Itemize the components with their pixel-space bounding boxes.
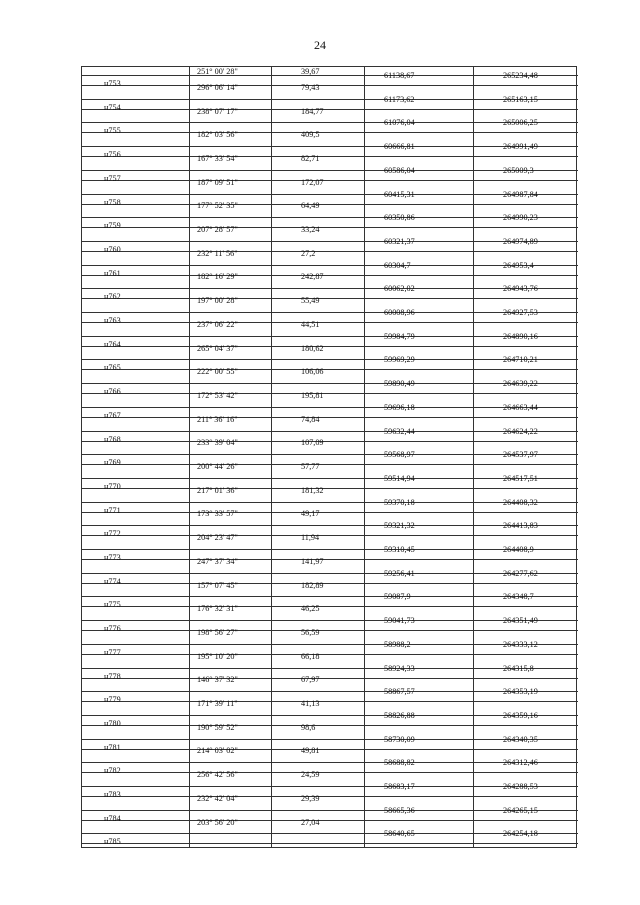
point-name: н770 [104,482,121,491]
row-divider [82,725,578,726]
length-cell: 49,81 [301,746,320,755]
point-name: н783 [104,790,121,799]
row-divider [82,251,578,252]
x-coordinate: 61138,67 [384,71,415,80]
length-cell: 184,77 [301,107,324,116]
angle-cell: 171° 39' 11" [197,699,238,708]
point-name: н779 [104,695,121,704]
length-cell: 64,49 [301,201,320,210]
angle-cell: 207° 28' 57" [197,225,238,234]
y-coordinate: 264974,89 [503,237,538,246]
point-name: н760 [104,245,121,254]
x-coordinate: 58826,88 [384,711,415,720]
y-coordinate: 265163,15 [503,95,538,104]
point-name: н765 [104,363,121,372]
x-coordinate: 58688,82 [384,758,415,767]
y-coordinate: 264408,9 [503,545,534,554]
x-coordinate: 59969,29 [384,355,415,364]
angle-cell: 197° 00' 28" [197,296,238,305]
angle-cell: 157° 07' 45" [197,581,238,590]
angle-cell: 182° 16' 29" [197,272,238,281]
row-divider [82,583,578,584]
point-name: н776 [104,624,121,633]
angle-cell: 195° 10' 20" [197,652,238,661]
angle-cell: 233° 39' 04" [197,438,238,447]
row-divider [82,464,578,465]
row-divider [82,820,578,821]
angle-cell: 247° 37' 34" [197,557,238,566]
y-coordinate: 264359,16 [503,711,538,720]
row-divider [82,393,578,394]
x-coordinate: 60304,7 [384,261,411,270]
row-divider [82,275,578,276]
row-divider [82,132,578,133]
angle-cell: 222° 00' 55" [197,367,238,376]
x-coordinate: 59514,94 [384,474,415,483]
y-coordinate: 264353,19 [503,687,538,696]
row-divider [82,85,578,86]
point-name: н759 [104,221,121,230]
point-name: н755 [104,126,121,135]
angle-cell: 237° 06' 22" [197,320,238,329]
y-coordinate: 264277,62 [503,569,538,578]
y-coordinate: 265009,3 [503,166,534,175]
column-divider [271,67,272,847]
y-coordinate: 264987,84 [503,190,538,199]
angle-cell: 232° 11' 56" [197,249,238,258]
y-coordinate: 264639,22 [503,379,538,388]
point-name: н784 [104,814,121,823]
angle-cell: 200° 44' 26" [197,462,238,471]
length-cell: 180,62 [301,344,324,353]
row-divider [82,559,578,560]
angle-cell: 217° 01' 36" [197,486,238,495]
row-divider [82,369,578,370]
point-name: н785 [104,837,121,846]
angle-cell: 232° 42' 04" [197,794,238,803]
x-coordinate: 60008,96 [384,308,415,317]
x-coordinate: 59568,97 [384,450,415,459]
x-coordinate: 59984,79 [384,332,415,341]
row-divider [82,535,578,536]
row-divider [82,701,578,702]
column-divider [364,67,365,847]
length-cell: 195,81 [301,391,324,400]
angle-cell: 177° 52' 35" [197,201,238,210]
x-coordinate: 60415,31 [384,190,415,199]
angle-cell: 296° 06' 14" [197,83,238,92]
length-cell: 55,49 [301,296,320,305]
row-divider [82,512,578,513]
point-name: н774 [104,577,121,586]
y-coordinate: 264288,53 [503,782,538,791]
length-cell: 41,13 [301,699,320,708]
point-name: н758 [104,198,121,207]
point-name: н761 [104,269,121,278]
x-coordinate: 58867,57 [384,687,415,696]
y-coordinate: 264517,51 [503,474,538,483]
length-cell: 107,09 [301,438,324,447]
x-coordinate: 59632,44 [384,427,415,436]
angle-cell: 190° 59' 52" [197,723,238,732]
y-coordinate: 265006,25 [503,118,538,127]
length-cell: 79,43 [301,83,320,92]
x-coordinate: 60586,04 [384,166,415,175]
y-coordinate: 264312,46 [503,758,538,767]
angle-cell: 256° 42' 56" [197,770,238,779]
length-cell: 242,87 [301,272,324,281]
x-coordinate: 59370,18 [384,498,415,507]
angle-cell: 203° 56' 20" [197,818,238,827]
y-coordinate: 264991,49 [503,142,538,151]
row-divider [82,441,578,442]
y-coordinate: 264890,16 [503,332,538,341]
length-cell: 74,84 [301,415,320,424]
length-cell: 172,07 [301,178,324,187]
row-divider [82,488,578,489]
x-coordinate: 58988,2 [384,640,411,649]
length-cell: 46,25 [301,604,320,613]
x-coordinate: 59310,45 [384,545,415,554]
x-coordinate: 58665,36 [384,806,415,815]
x-coordinate: 58924,33 [384,664,415,673]
length-cell: 29,39 [301,794,320,803]
angle-cell: 198° 56' 27" [197,628,238,637]
x-coordinate: 60666,81 [384,142,415,151]
x-coordinate: 61173,62 [384,95,415,104]
row-divider [82,322,578,323]
point-name: н777 [104,648,121,657]
y-coordinate: 264943,76 [503,284,538,293]
y-coordinate: 264624,22 [503,427,538,436]
row-divider [82,346,578,347]
y-coordinate: 264413,83 [503,521,538,530]
column-divider [189,67,190,847]
point-name: н753 [104,79,121,88]
angle-cell: 146° 37' 32" [197,675,238,684]
length-cell: 49,17 [301,509,320,518]
point-name: н762 [104,292,121,301]
point-name: н756 [104,150,121,159]
x-coordinate: 58640,65 [384,829,415,838]
angle-cell: 214° 03' 02" [197,746,238,755]
angle-cell: 211° 36' 16" [197,415,238,424]
point-name: н768 [104,435,121,444]
row-divider [82,654,578,655]
row-divider [82,109,578,110]
point-name: н772 [104,529,121,538]
x-coordinate: 61076,04 [384,118,415,127]
point-name: н757 [104,174,121,183]
length-cell: 106,06 [301,367,324,376]
angle-cell: 173° 33' 57" [197,509,238,518]
y-coordinate: 264710,21 [503,355,538,364]
row-divider [82,606,578,607]
x-coordinate: 59696,18 [384,403,415,412]
x-coordinate: 59256,41 [384,569,415,578]
length-cell: 409,5 [301,130,320,139]
angle-cell: 265° 04' 37" [197,344,238,353]
length-cell: 56,59 [301,628,320,637]
x-coordinate: 59890,49 [384,379,415,388]
x-coordinate: 60062,02 [384,284,415,293]
y-coordinate: 264953,4 [503,261,534,270]
y-coordinate: 264537,97 [503,450,538,459]
point-name: н764 [104,340,121,349]
length-cell: 24,59 [301,770,320,779]
row-divider [82,298,578,299]
length-cell: 57,77 [301,462,320,471]
y-coordinate: 264265,15 [503,806,538,815]
point-name: н773 [104,553,121,562]
point-name: н781 [104,743,121,752]
y-coordinate: 264990,23 [503,213,538,222]
angle-cell: 251° 00' 28" [197,67,238,76]
y-coordinate: 264254,18 [503,829,538,838]
y-coordinate: 264408,32 [503,498,538,507]
length-cell: 66,18 [301,652,320,661]
point-name: н766 [104,387,121,396]
length-cell: 39,67 [301,67,320,76]
coordinates-table [81,66,577,848]
row-divider [82,417,578,418]
angle-cell: 238° 07' 17" [197,107,238,116]
y-coordinate: 265234,48 [503,71,538,80]
point-name: н782 [104,766,121,775]
length-cell: 33,24 [301,225,320,234]
x-coordinate: 59041,73 [384,616,415,625]
row-divider [82,772,578,773]
length-cell: 141,97 [301,557,324,566]
point-name: н769 [104,458,121,467]
point-name: н775 [104,600,121,609]
row-divider [82,678,578,679]
y-coordinate: 264315,8 [503,664,534,673]
length-cell: 27,04 [301,818,320,827]
y-coordinate: 264340,35 [503,735,538,744]
length-cell: 67,97 [301,675,320,684]
point-name: н780 [104,719,121,728]
length-cell: 98,6 [301,723,316,732]
row-divider [82,227,578,228]
point-name: н754 [104,103,121,112]
angle-cell: 187° 09' 51" [197,178,238,187]
column-divider [473,67,474,847]
row-divider [82,843,578,844]
row-divider [82,204,578,205]
x-coordinate: 60321,37 [384,237,415,246]
length-cell: 181,32 [301,486,324,495]
length-cell: 82,71 [301,154,320,163]
angle-cell: 182° 03' 56" [197,130,238,139]
length-cell: 44,51 [301,320,320,329]
y-coordinate: 264927,53 [503,308,538,317]
x-coordinate: 58730,09 [384,735,415,744]
y-coordinate: 264663,44 [503,403,538,412]
x-coordinate: 59087,9 [384,592,411,601]
length-cell: 27,2 [301,249,316,258]
row-divider [82,796,578,797]
point-name: н763 [104,316,121,325]
row-divider [82,180,578,181]
row-divider [82,630,578,631]
x-coordinate: 59321,32 [384,521,415,530]
length-cell: 11,94 [301,533,320,542]
angle-cell: 204° 23' 47" [197,533,238,542]
point-name: н778 [104,672,121,681]
row-divider [82,156,578,157]
length-cell: 182,89 [301,581,324,590]
row-divider [82,749,578,750]
point-name: н767 [104,411,121,420]
x-coordinate: 60350,86 [384,213,415,222]
angle-cell: 172° 53' 42" [197,391,238,400]
y-coordinate: 264333,12 [503,640,538,649]
x-coordinate: 58683,17 [384,782,415,791]
y-coordinate: 264348,7 [503,592,534,601]
angle-cell: 167° 33' 54" [197,154,238,163]
point-name: н771 [104,506,121,515]
page-number: 24 [314,38,326,52]
y-coordinate: 264351,49 [503,616,538,625]
angle-cell: 176° 32' 31" [197,604,238,613]
